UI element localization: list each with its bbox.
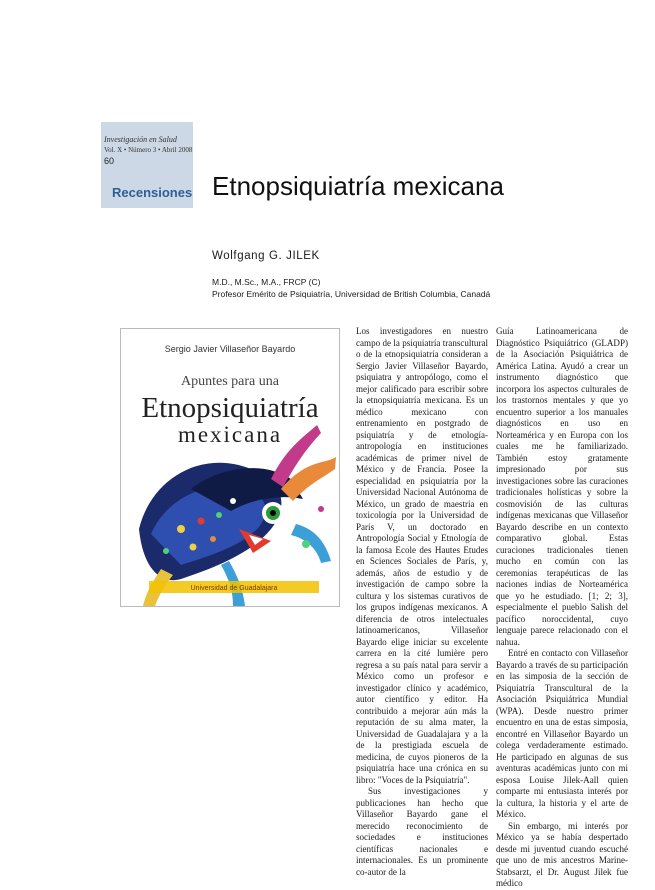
cover-author: Sergio Javier Villaseñor Bayardo xyxy=(164,344,296,354)
paragraph: Guía Latinoamericana de Diagnóstico Psiquiátrico (GLADP) de la Asociación Psiquiátrica de América Latina. Ayudó a crear un instrumento diagnóstico que incorpora los aspectos culturales de los trastornos mentales y que yo encuentro superior a los manuales diagnósticos en uso en Norteamérica y en Europa con los cuales me he familiarizado. También estoy gratamente impresionado por sus investigaciones sobre las curaciones tradicionales holísticas y sobre la cosmovisión de las culturas indígenas mexicanas que Villaseñor Bayardo describe en un contexto comparativo global. Estas curaciones tradicionales tienen mucho en común con las ceremonias terapéuticas de las naciones indias de Norteamérica que yo he estudiado. [1; 2; 3], especialmente el pueblo Salish del pacífico noroccidental, cuyo lenguaje parece relacionado con el nahua. xyxy=(496,326,628,647)
issue-info: Vol. X • Número 3 • Abril 2008 xyxy=(104,146,193,154)
cover-title-line2: Etnopsiquiatría xyxy=(141,392,319,424)
journal-name: Investigación en Salud xyxy=(104,135,177,144)
paragraph: Entré en contacto con Villaseñor Bayardo a través de su participación en las simposia de la sección de Psiquiatría Transcultural de la Asociación Psiquiátrica Mundial (WPA). Desde nuestro primer encuentro en una de estas simposia, encontré en Villaseñor Bayardo un colega verdaderamente estimado. He participado en algunas de sus aventuras académicas junto con mi esposa Louise Jilek-Aall quien comparte mi entusiasta interés por la cultura, la historia y el arte de México. xyxy=(496,648,628,819)
section-label: Recensiones xyxy=(112,185,193,200)
author-credentials xyxy=(212,276,490,300)
paragraph: Sus investigaciones y publicaciones han hecho que Villaseñor Bayardo gane el merecido reconocimiento de sociedades e instituciones científicas nacionales e internacionales. Es un prominente co-autor de la xyxy=(356,786,488,877)
book-cover-image xyxy=(120,328,340,607)
body-column-1 xyxy=(356,326,488,878)
paragraph: Sin embargo, mi interés por México ya se había despertado desde mi juventud cuando escuché que uno de mis ancestros Marine-Stabsarzt, el Dr. August Jilek fue médico xyxy=(496,820,628,888)
credentials-line: M.D., M.Sc., M.A., FRCP (C) xyxy=(212,277,321,287)
page-number: 60 xyxy=(104,156,115,166)
cover-title-line3: mexicana xyxy=(177,422,283,447)
cover-title-line1: Apuntes para una xyxy=(181,374,279,389)
section-tab xyxy=(101,122,193,208)
body-column-2 xyxy=(496,326,628,890)
article-title: Etnopsiquiatría mexicana xyxy=(212,171,504,201)
affiliation-line: Profesor Emérito de Psiquiatría, Universidad de British Columbia, Canadá xyxy=(212,289,491,299)
paragraph: Los investigadores en nuestro campo de la psiquiatría transcultural o de la etnopsiquiatría consideran a Sergio Javier Villaseñor Bayardo, psiquiatra y antropólogo, como el mejor calificado para escribir sobre la etnopsiquiatría mexicana. Es un médico mexicano con entrenamiento en postgrado de psiquiatría y de etnología-antropología en instituciones académicas de primer nivel de México y de Francia. Posee la especialidad en psiquiatría por la Universidad Nacional Autónoma de México, un grado de maestría en toxicología por la Universidad de París V, un doctorado en Antropología Social y Etnología de la famosa Ecole des Hautes Etudes en Sciences Sociales de París, y, además, años de estudio y de investigación de campo sobre la cultura y los sistemas curativos de los grupos indígenas mexicanos. A diferencia de otros intelectuales latinoamericanos, Villaseñor Bayardo elige iniciar su excelente carrera en la cité lumière pero regresa a su país natal para servir a México como un profesor e investigador clínico y académico, autor científico y editor. Ha contribuido a mejorar aún más la reputación de su alma mater, la Universidad de Guadalajara y a la de la prestigiada escuela de medicina, de cuyos pioneros de la psiquiatría hace una crónica en su libro: "Voces de la Psiquiatría". xyxy=(356,326,488,785)
cover-publisher: Universidad de Guadalajara xyxy=(190,585,278,592)
article-author: Wolfgang G. JILEK xyxy=(212,250,320,262)
